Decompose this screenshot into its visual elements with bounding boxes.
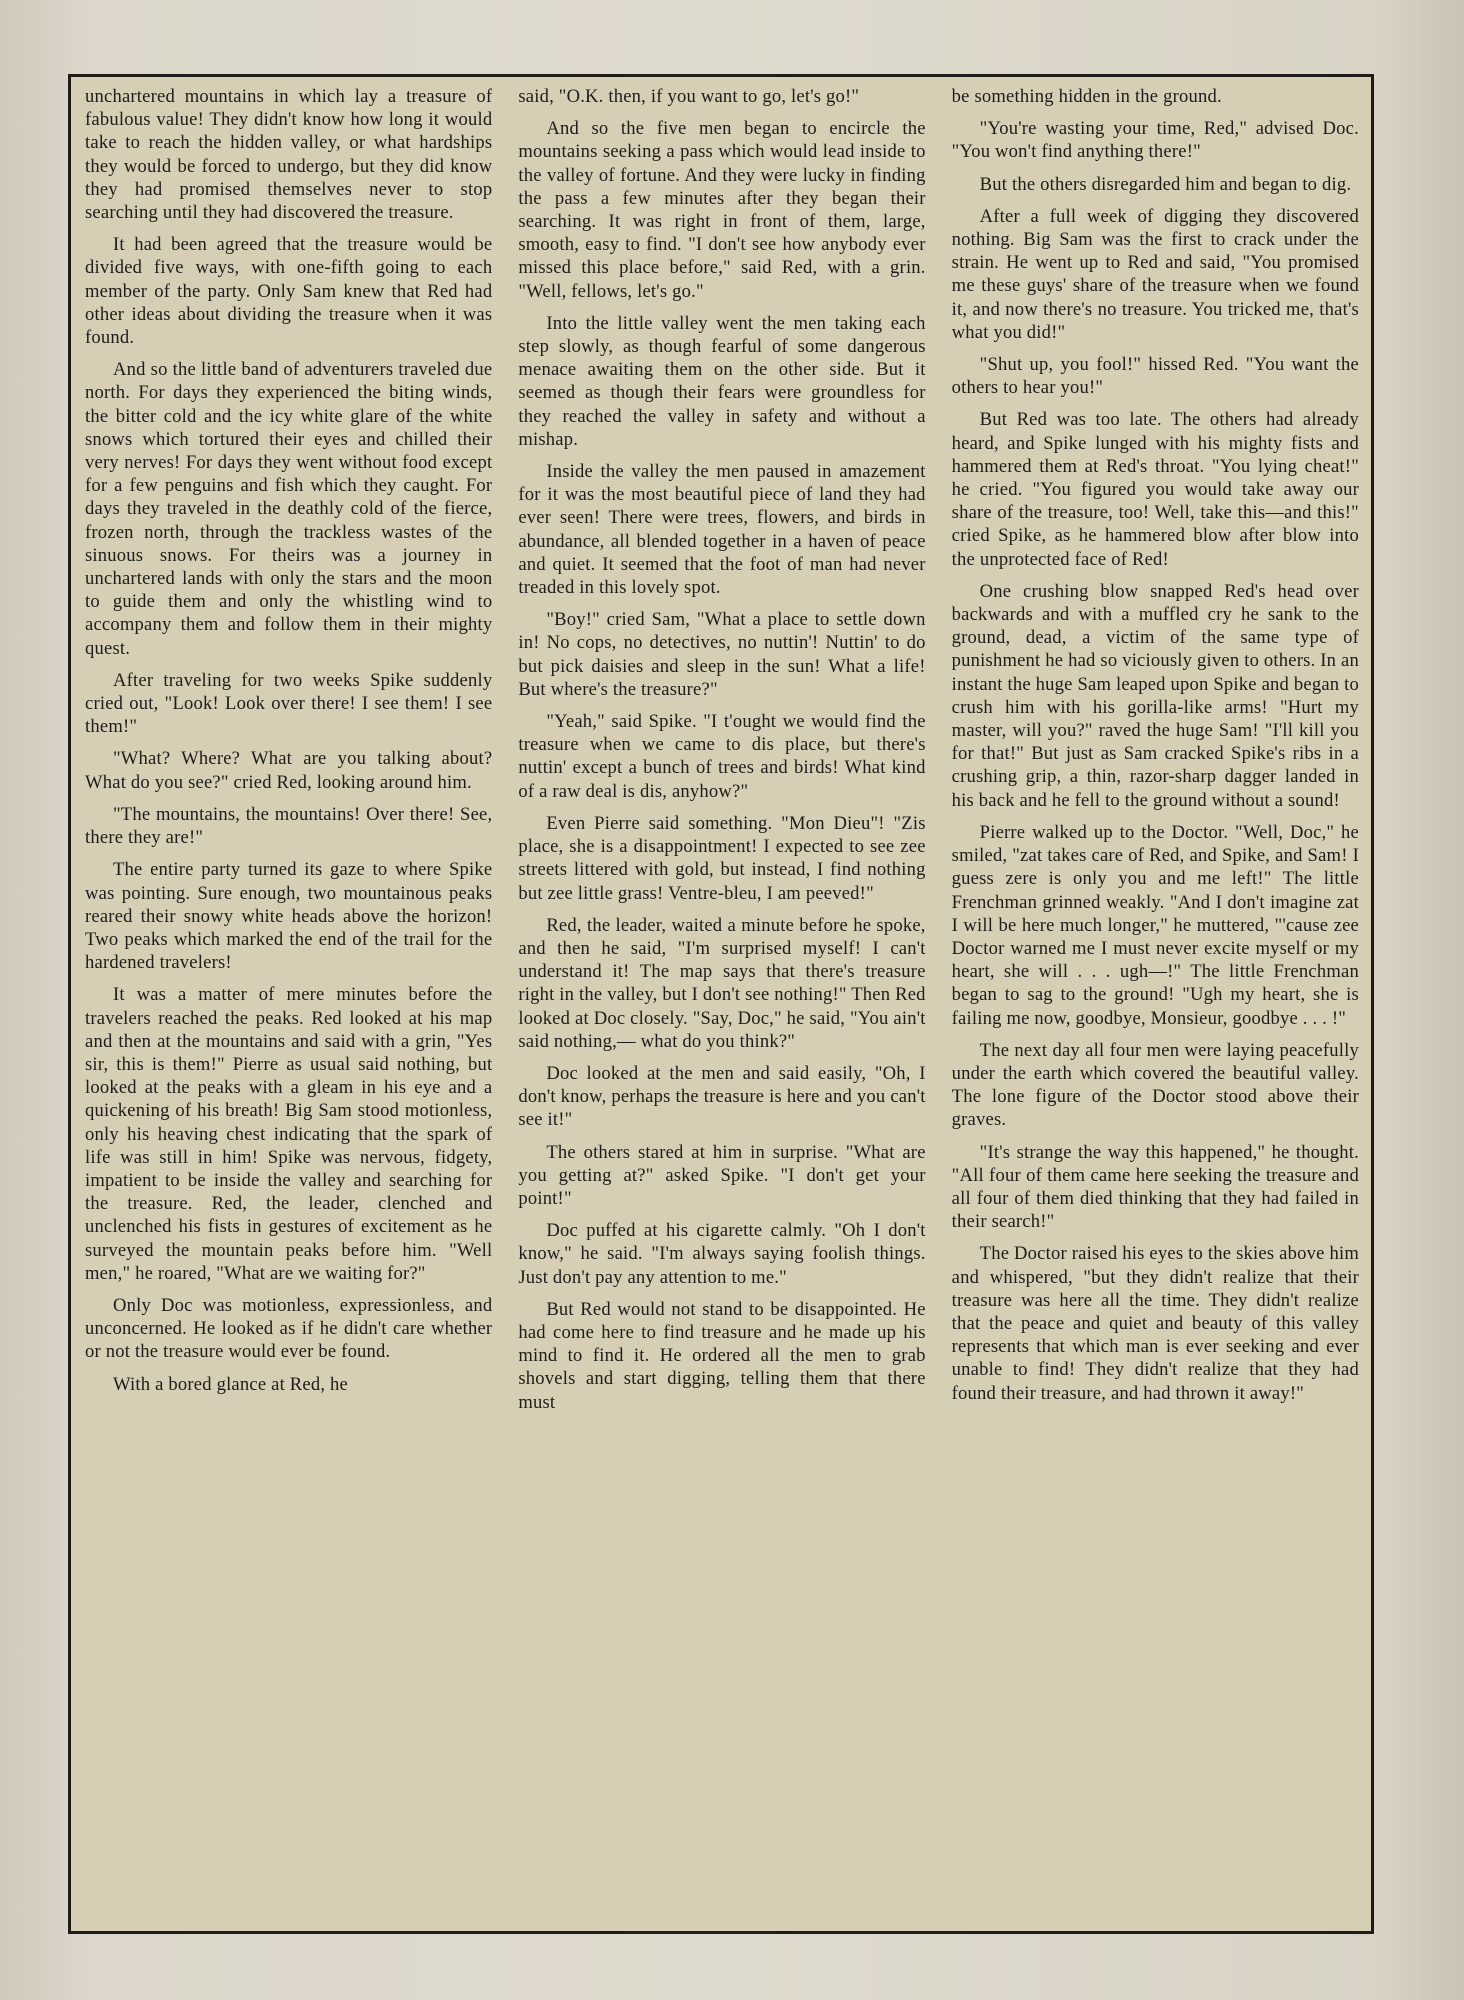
story-paragraph: Into the little valley went the men taking each step slowly, as though fearful of some dangerous menace awaiting them on the other side. But it seemed as though their fears were groundless for they reached the valley in safety and without a mishap. (518, 312, 926, 450)
story-paragraph: "The mountains, the mountains! Over there! See, there they are!" (85, 803, 493, 849)
story-paragraph: With a bored glance at Red, he (113, 1373, 348, 1395)
story-paragraph: "Yeah," said Spike. "I t'ought we would find the treasure when we came to dis place, but there's nuttin' except a bunch of trees and birds! What kind of a raw deal is dis, anyhow?" (518, 711, 926, 802)
story-paragraph: said, "O.K. then, if you want to go, let's go!" (518, 86, 860, 107)
story-frame (68, 74, 1374, 1934)
story-paragraph: But Red was too late. The others had already heard, and Spike lunged with his mighty fists and hammered them at Red's throat. "You lying cheat!" he cried. "You figured you would take away our share of the treasure, too! Well, take this—and this!" cried Spike, as he hammered blow after blow into the unprotected face of Red! (951, 409, 1359, 570)
story-paragraph: The next day all four men were laying peacefully under the earth which covered the beautiful valley. The lone figure of the Doctor stood above their graves. (951, 1039, 1359, 1131)
text-column-3 (952, 85, 1359, 1923)
story-paragraph: "What? Where? What are you talking about? What do you see?" cried Red, looking around him. (85, 748, 493, 793)
story-paragraph: Pierre walked up to the Doctor. "Well, Doc," he smiled, "zat takes care of Red, and Spike, and Sam! I guess zere is only you and me left!" The little Frenchman grinned weakly. "And I don't imagine zat I will be here much longer," he muttered, "'cause zee Doctor warned me I must never excite myself or my heart, she will . . . ugh—!" The little Frenchman began to sag to the ground! "Ugh my heart, she is failing me now, goodbye, Monsieur, goodbye . . . !" (951, 821, 1359, 1029)
story-paragraph: It was a matter of mere minutes before the travelers reached the peaks. Red looked at his map and then at the mountains and said with a grin, "Yes sir, this is them!" Pierre as usual said nothing, but looked at the peaks with a gleam in his eye and a quickening of his breath! Big Sam stood motionless, only his heaving chest indicating that the spark of life was still in him! Spike was nervous, fidgety, impatient to be inside the valley and searching for the treasure. Red, the leader, clenched and unclenched his fists in gestures of excitement as he surveyed the mountain peaks before him. "Well men," he roared, "What are we waiting for?" (85, 984, 493, 1284)
story-paragraph: Red, the leader, waited a minute before he spoke, and then he said, "I'm surprised myself! I can't understand it! The map says that there's treasure right in the valley, but I don't see nothing!" Then Red looked at Doc closely. "Say, Doc," he said, "You ain't said nothing,— what do you think?" (518, 914, 926, 1052)
story-paragraph: The entire party turned its gaze to where Spike was pointing. Sure enough, two mountainous peaks reared their snowy white heads above the horizon! Two peaks which marked the end of the trail for the hardened travelers! (85, 859, 493, 974)
story-paragraph: unchartered mountains in which lay a treasure of fabulous value! They didn't know how long it would take to reach the hidden valley, or what hardships they would be forced to undergo, but they did know they had promised themselves never to stop searching until they had discovered the treasure. (85, 86, 493, 224)
text-column-1 (85, 85, 492, 1923)
story-paragraph: "You're wasting your time, Red," advised Doc. "You won't find anything there!" (951, 118, 1359, 163)
story-paragraph: One crushing blow snapped Red's head over backwards and with a muffled cry he sank to the ground, dead, a victim of the same type of punishment he had so viciously given to others. In an instant the huge Sam leaped upon Spike and began to crush him with his gorilla-like arms! "Hurt my master, will you?" raved the huge Sam! "I'll kill you for that!" But just as Sam cracked Spike's ribs in a crushing grip, a thin, razor-sharp dagger landed in his back and he fell to the ground without a sound! (951, 580, 1359, 811)
story-paragraph: "Boy!" cried Sam, "What a place to settle down in! No cops, no detectives, no nuttin'! Nuttin' to do but pick daisies and sleep in the sun! What a life! But where's the treasure?" (518, 609, 926, 700)
story-paragraph: Doc looked at the men and said easily, "Oh, I don't know, perhaps the treasure is here and you can't see it!" (518, 1062, 926, 1131)
story-paragraph: But the others disregarded him and began to dig. (979, 173, 1352, 195)
story-paragraph: be something hidden in the ground. (951, 86, 1222, 107)
story-paragraph: The others stared at him in surprise. "What are you getting at?" asked Spike. "I don't get your point!" (518, 1141, 926, 1209)
story-paragraph: And so the five men began to encircle the mountains seeking a pass which would lead inside to the valley of fortune. And they were lucky in finding the pass a few minutes after they began their searching. It was right in front of them, large, smooth, easy to find. "I don't see how anybody ever missed this place before," said Red, with a grin. "Well, fellows, let's go." (518, 118, 926, 302)
story-paragraph: "It's strange the way this happened," he thought. "All four of them came here seeking the treasure and all four of them died thinking that they had failed in their search!" (951, 1141, 1359, 1233)
story-paragraph: Even Pierre said something. "Mon Dieu"! "Zis place, she is a disappointment! I expected to see zee streets littered with gold, but instead, I find nothing but zee little grass! Ventre-bleu, I am peeved!" (518, 812, 926, 904)
story-paragraph: After a full week of digging they discovered nothing. Big Sam was the first to crack under the strain. He went up to Red and said, "You promised me these guys' share of the treasure when we found it, and now there's no treasure. You tricked me, that's what you did!" (951, 205, 1359, 343)
story-paragraph: But Red would not stand to be disappointed. He had come here to find treasure and he made up his mind to find it. He ordered all the men to grab shovels and start digging, telling them that there must (518, 1298, 926, 1413)
text-column-2 (518, 85, 925, 1923)
story-paragraph: It had been agreed that the treasure would be divided five ways, with one-fifth going to each member of the party. Only Sam knew that Red had other ideas about dividing the treasure when it was found. (85, 234, 493, 349)
story-paragraph: Inside the valley the men paused in amazement for it was the most beautiful piece of land they had ever seen! There were trees, flowers, and birds in abundance, all blended together in a haven of peace and quiet. It seemed that the foot of man had never treaded in this lovely spot. (518, 461, 926, 599)
story-paragraph: The Doctor raised his eyes to the skies above him and whispered, "but they didn't realize that their treasure was here all the time. They didn't realize that the peace and quiet and beauty of this valley represents that which man is ever seeking and ever unable to find! They didn't realize that they had found their treasure, and had thrown it away!" (951, 1243, 1359, 1404)
story-paragraph: After traveling for two weeks Spike suddenly cried out, "Look! Look over there! I see them! I see them!" (85, 669, 493, 738)
story-paragraph: And so the little band of adventurers traveled due north. For days they experienced the biting winds, the bitter cold and the icy white glare of the white snows which tortured their eyes and chilled their very nerves! For days they went without food except for a few penguins and fish which they caught. For days they traveled in the deathly cold of the fierce, frozen north, through the trackless wastes of the sinuous snows. For theirs was a journey in unchartered lands with only the stars and the moon to guide them and only the whistling wind to accompany them and follow them in their mighty quest. (85, 359, 493, 659)
story-paragraph: "Shut up, you fool!" hissed Red. "You want the others to hear you!" (951, 354, 1359, 399)
story-paragraph: Only Doc was motionless, expressionless, and unconcerned. He looked as if he didn't care whether or not the treasure would ever be found. (85, 1294, 493, 1363)
story-paragraph: Doc puffed at his cigarette calmly. "Oh I don't know," he said. "I'm always saying foolish things. Just don't pay any attention to me." (518, 1220, 926, 1288)
